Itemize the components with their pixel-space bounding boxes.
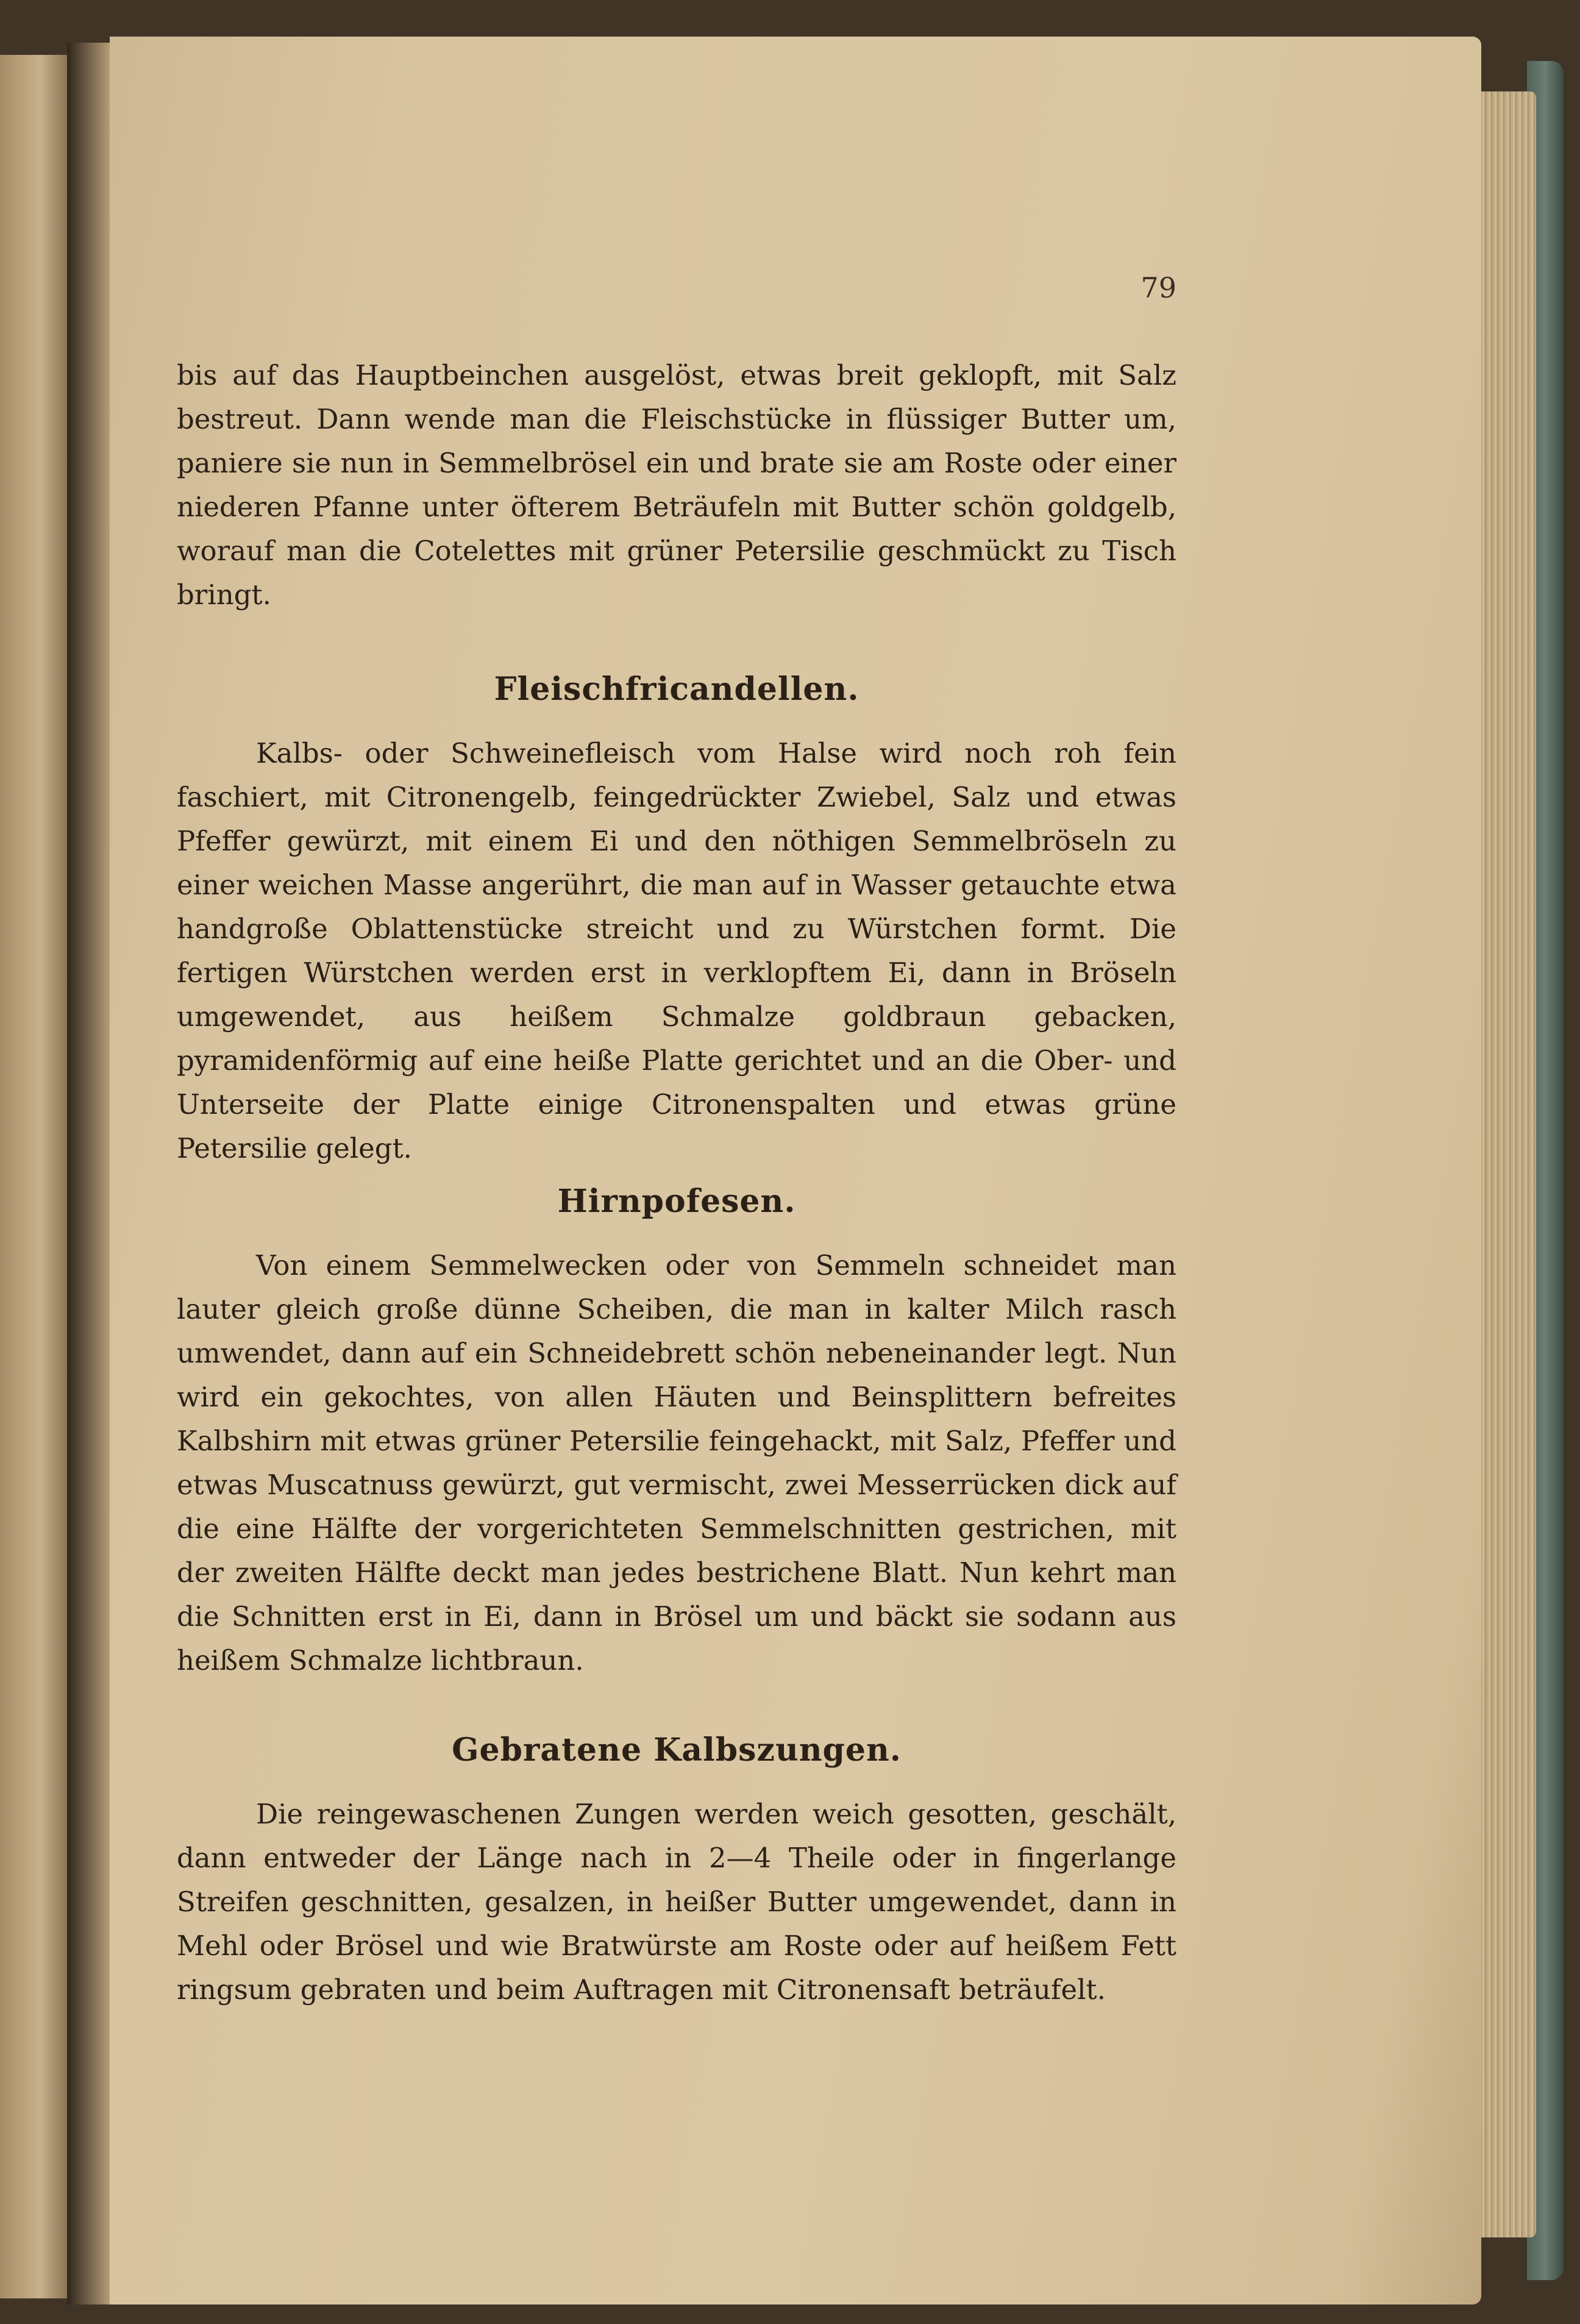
kalbszungen-paragraph: Die reingewaschenen Zungen werden weich gesotten, geschält, dann entweder der Länge nach in 2—4 Theile oder in fingerlange Streifen geschnitten, gesalzen, in heißer Butter umgewendet, dann in Mehl oder Brösel und wie Bratwürste am Roste oder auf heißem Fett ringsum gebraten und beim Auftragen mit Citronensaft beträufelt. (177, 1798, 1176, 2006)
page-fore-edge (1481, 91, 1536, 2237)
intro-paragraph: bis auf das Hauptbeinchen ausgelöst, etwas breit geklopft, mit Salz bestreut. Dann wende man die Fleischstücke in flüssiger Butter um, paniere sie nun in Semmelbrösel ein und brate sie am Roste oder einer niederen Pfanne unter öfterem Beträufeln mit Butter schön goldgelb, worauf man die Cotelettes mit grüner Petersilie geschmückt zu Tisch bringt. (177, 359, 1176, 611)
heading-kalbszungen: Gebratene Kalbszungen. (452, 1731, 902, 1769)
page-number: 79 (1141, 271, 1176, 304)
left-page-edge (0, 55, 67, 2298)
heading-hirnpofesen: Hirnpofesen. (557, 1183, 796, 1220)
heading-fleischfricandellen: Fleischfricandellen. (494, 671, 859, 708)
hirnpofesen-paragraph: Von einem Semmelwecken oder von Semmeln schneidet man lauter gleich große dünne Scheiben, die man in kalter Milch rasch umwendet, dann auf ein Schneidebrett schön nebeneinander legt. Nun wird ein gekochtes, von allen Häuten und Beinsplittern befreites Kalbshirn mit etwas grüner Petersilie feingehackt, mit Salz, Pfeffer und etwas Muscatnuss gewürzt, gut vermischt, zwei Messerrücken dick auf die eine Hälfte der vorgerichteten Semmelschnitten gestrichen, mit der zweiten Hälfte deckt man jedes bestrichene Blatt. Nun kehrt man die Schnitten erst in Ei, dann in Brösel um und bäckt sie sodann aus heißem Schmalze lichtbraun. (177, 1249, 1176, 1677)
book-gutter (67, 43, 110, 2304)
fleischfricandellen-paragraph: Kalbs- oder Schweinefleisch vom Halse wird noch roh fein faschiert, mit Citronengelb, feingedrückter Zwiebel, Salz und etwas Pfeffer gewürzt, mit einem Ei und den nöthigen Semmelbröseln zu einer weichen Masse angerührt, die man auf in Wasser getauchte etwa handgroße Oblattenstücke streicht und zu Würstchen formt. Die fertigen Würstchen werden erst in verklopftem Ei, dann in Bröseln umgewendet, aus heißem Schmalze goldbraun gebacken, pyramidenförmig auf eine heiße Platte gerichtet und an die Ober- und Unterseite der Platte einige Citronenspalten und etwas grüne Petersilie gelegt. (177, 737, 1176, 1164)
